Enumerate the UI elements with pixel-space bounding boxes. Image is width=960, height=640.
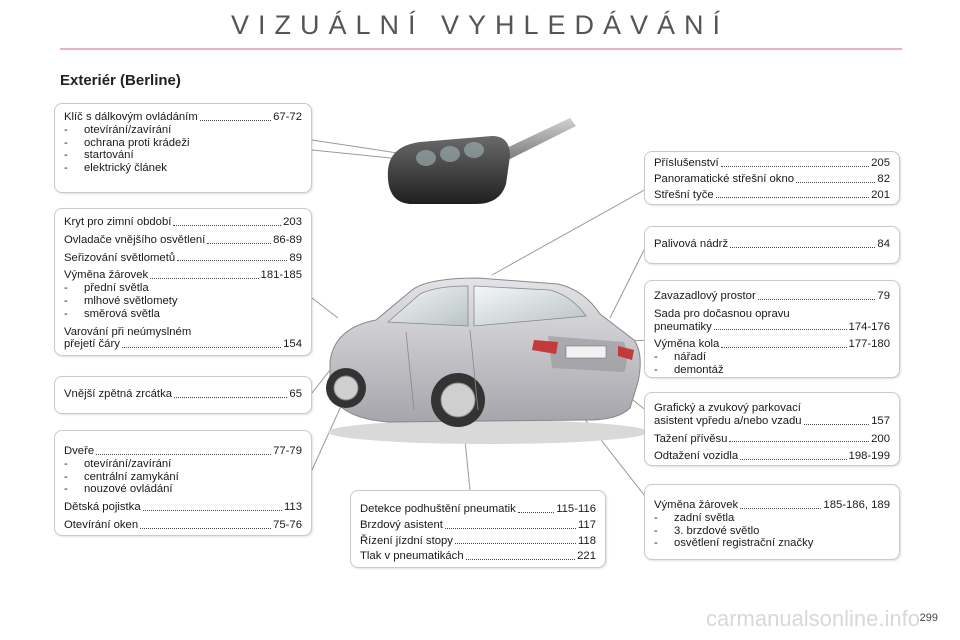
entry-towing-vehicle[interactable]: Odtažení vozidla 198-199 [654, 450, 890, 463]
box-rear-lamps [644, 484, 900, 560]
subitem: - nářadí [654, 351, 707, 364]
car-illustration [318, 250, 648, 450]
entry-roof-bars[interactable]: Střešní tyče 201 [654, 188, 890, 201]
box-fuel [644, 226, 900, 264]
box-roof [644, 151, 900, 205]
entry-mirrors[interactable]: Vnější zpětná zrcátka 65 [64, 388, 302, 400]
subitem: - otevírání/zavírání [64, 457, 172, 470]
entry-bulb-change[interactable]: Výměna žárovek 181-185 [64, 269, 302, 282]
entry-accessories[interactable]: Příslušenství 205 [654, 157, 890, 169]
key-fob-illustration [380, 112, 580, 212]
page-title: VIZUÁLNÍ VYHLEDÁVÁNÍ [230, 10, 730, 40]
entry-child-lock[interactable]: Dětská pojistka 113 [64, 501, 302, 514]
entry-lane-warning[interactable]: Varování při neúmyslném přejetí čáry 154 [64, 325, 302, 351]
entry-underinflation[interactable]: Detekce podhuštění pneumatik 115-116 [360, 503, 596, 515]
box-lights [54, 208, 312, 356]
subitem: - zadní světla [654, 511, 735, 524]
entry-fuel-tank[interactable]: Palivová nádrž 84 [654, 238, 890, 250]
entry-repair-kit[interactable]: Sada pro dočasnou opravu pneumatiky 174-176 [654, 307, 890, 333]
box-mirror [54, 376, 312, 414]
entry-rear-bulbs[interactable]: Výměna žárovek 185-186, 189 [654, 499, 890, 511]
entry-towing[interactable]: Tažení přívěsu 200 [654, 432, 890, 445]
entry-brake-assist[interactable]: Brzdový asistent 117 [360, 518, 596, 531]
entry-light-controls[interactable]: Ovladače vnějšího osvětlení 86-89 [64, 233, 302, 246]
entry-boot[interactable]: Zavazadlový prostor 79 [654, 290, 890, 302]
box-parking [644, 392, 900, 466]
entry-tyre-pressure[interactable]: Tlak v pneumatikách 221 [360, 550, 596, 563]
box-key [54, 103, 312, 193]
section-title: Exteriér (Berline) [60, 72, 181, 89]
subitem: - nouzové ovládání [64, 483, 173, 496]
subitem: - směrová světla [64, 307, 160, 320]
subitem: - centrální zamykání [64, 470, 179, 483]
entry-parking-assist[interactable]: Grafický a zvukový parkovací asistent vpředu a/nebo vzadu 157 [654, 402, 890, 427]
entry-trajectory-control[interactable]: Řízení jízdní stopy 118 [360, 534, 596, 547]
watermark: carmanualsonline.info [705, 606, 920, 631]
entry-doors[interactable]: Dveře 77-79 [64, 445, 302, 457]
box-trunk [644, 280, 900, 378]
box-doors [54, 430, 312, 536]
subitem: - osvětlení registrační značky [654, 537, 814, 550]
subitem: - otevírání/zavírání [64, 123, 172, 136]
box-tyres [350, 490, 606, 568]
entry-winter-cover[interactable]: Kryt pro zimní období 203 [64, 216, 302, 228]
subitem: - startování [64, 149, 134, 162]
entry-panoramic-roof[interactable]: Panoramatické střešní okno 82 [654, 172, 890, 185]
page-number: 299 [919, 612, 938, 624]
entry-wheel-change[interactable]: Výměna kola 177-180 [654, 338, 890, 351]
entry-windows[interactable]: Otevírání oken 75-76 [64, 518, 302, 531]
subitem: - demontáž [654, 363, 724, 376]
subitem: - mlhové světlomety [64, 294, 178, 307]
entry-headlamp-adjust[interactable]: Seřizování světlometů 89 [64, 251, 302, 264]
subitem: - 3. brzdové světlo [654, 524, 760, 537]
title-divider [60, 48, 902, 50]
entry-key[interactable]: Klíč s dálkovým ovládáním 67-72 [64, 111, 302, 123]
subitem: - přední světla [64, 282, 149, 295]
subitem: - elektrický článek [64, 162, 167, 175]
subitem: - ochrana proti krádeži [64, 136, 190, 149]
